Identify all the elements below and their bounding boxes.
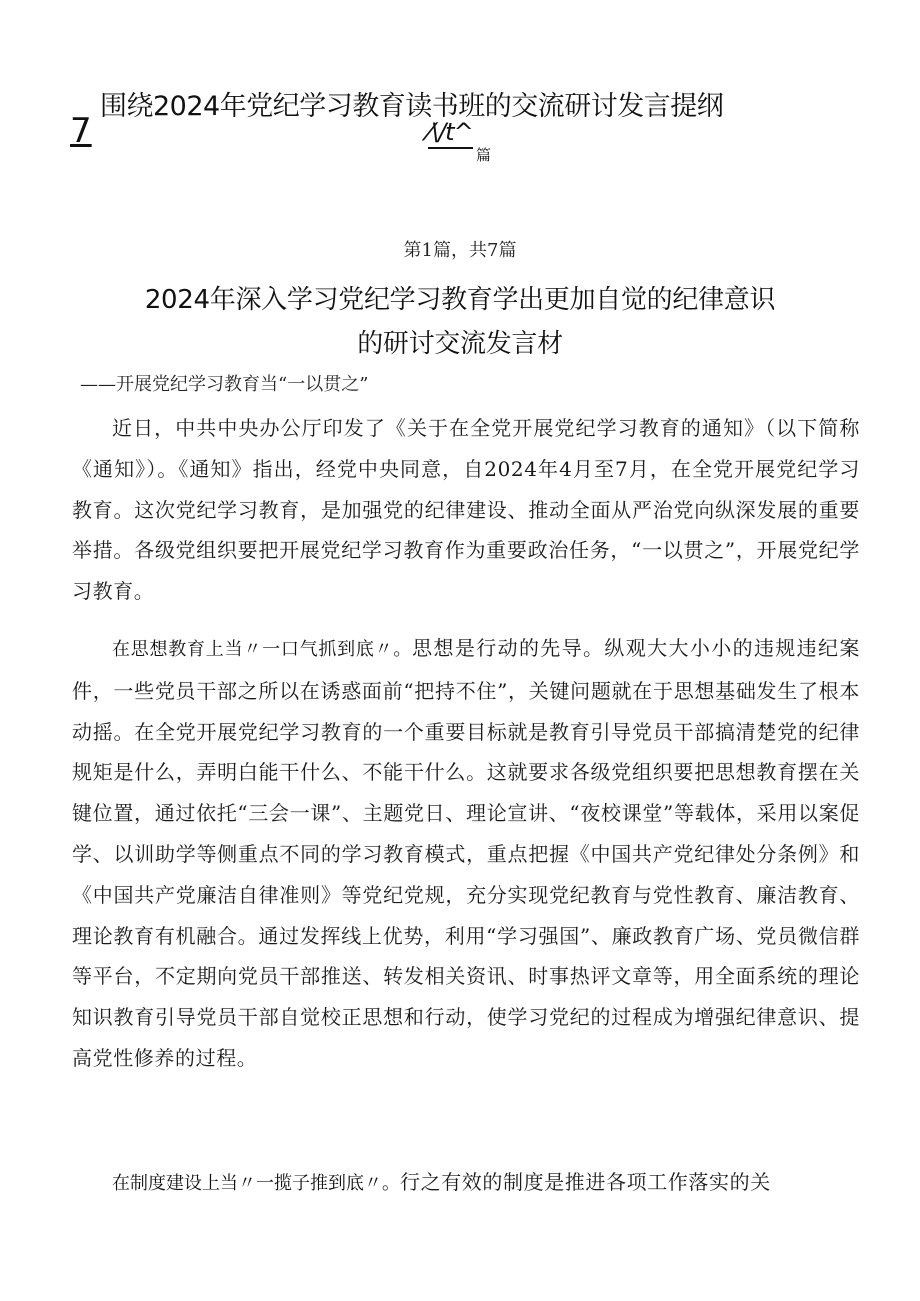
paragraph-lead-heading: 在思想教育上当〃一口气抓到底〃。	[112, 639, 413, 660]
part-counter: 第1篇，共7篇	[403, 240, 517, 261]
paragraph-intro: 近日，中共中央办公厅印发了《关于在全党开展党纪学习教育的通知》（以下简称《通知》）。《通知》指出，经党中央同意，自2024年4月至7月，在全党开展党纪学习教育。这次党纪学习教育，是加强党的纪律建设、推动全面从严治党向纵深发展的重要举措。各级党组织要把开展党纪学习教育作为重要政治任务，“一以贯之”，开展党纪学习教育。	[72, 416, 860, 604]
pian-character: 篇	[476, 146, 492, 164]
paragraph-system-building	[72, 1162, 860, 1205]
paragraph-body: 思想是行动的先导。纵观大大小小的违规违纪案件，一些党员干部之所以在诱惑面前“把持不住”，关键问题就在于思想基础发生了根本动摇。在全党开展党纪学习教育的一个重要目标就是教育引导党员干部搞清楚党的纪律规矩是什么，弄明白能干什么、不能干什么。这就要求各级党组织要把思想教育摆在关键位置，通过依托“三会一课”、主题党日、理论宣讲、“夜校课堂”等载体，采用以案促学、以训助学等侧重点不同的学习教育模式，重点把握《中国共产党纪律处分条例》和《中国共产党廉洁自律准则》等党纪党规，充分实现党纪教育与党性教育、廉洁教育、理论教育有机融合。通过发挥线上优势，利用“学习强国”、廉政教育广场、党员微信群等平台，不定期向党员干部推送、转发相关资讯、时事热评文章等，用全面系统的理论知识教育引导党员干部自觉校正思想和行动，使学习党纪的过程成为增强纪律意识、提高党性修养的过程。	[72, 636, 860, 1070]
document-main-title: 围绕2024年党纪学习教育读书班的交流研讨发言提纲	[100, 91, 724, 122]
garbled-ocr-text: ⁄\/t^	[428, 118, 473, 146]
article-subtitle: ——开展党纪学习教育当“一以贯之”	[80, 374, 369, 395]
article-title-line-1: 2024年深入学习党纪学习教育学出更加自觉的纪律意识	[144, 285, 776, 315]
article-title-line-2: 的研讨交流发言材	[357, 329, 563, 359]
article-title	[60, 278, 860, 366]
article-count-number: 7	[70, 111, 92, 151]
paragraph-ideology-education	[72, 628, 860, 1079]
paragraph-lead-heading: 在制度建设上当〃一揽子推到底〃。	[112, 1173, 400, 1194]
paragraph-body: 行之有效的制度是推进各项工作落实的关	[400, 1170, 771, 1194]
